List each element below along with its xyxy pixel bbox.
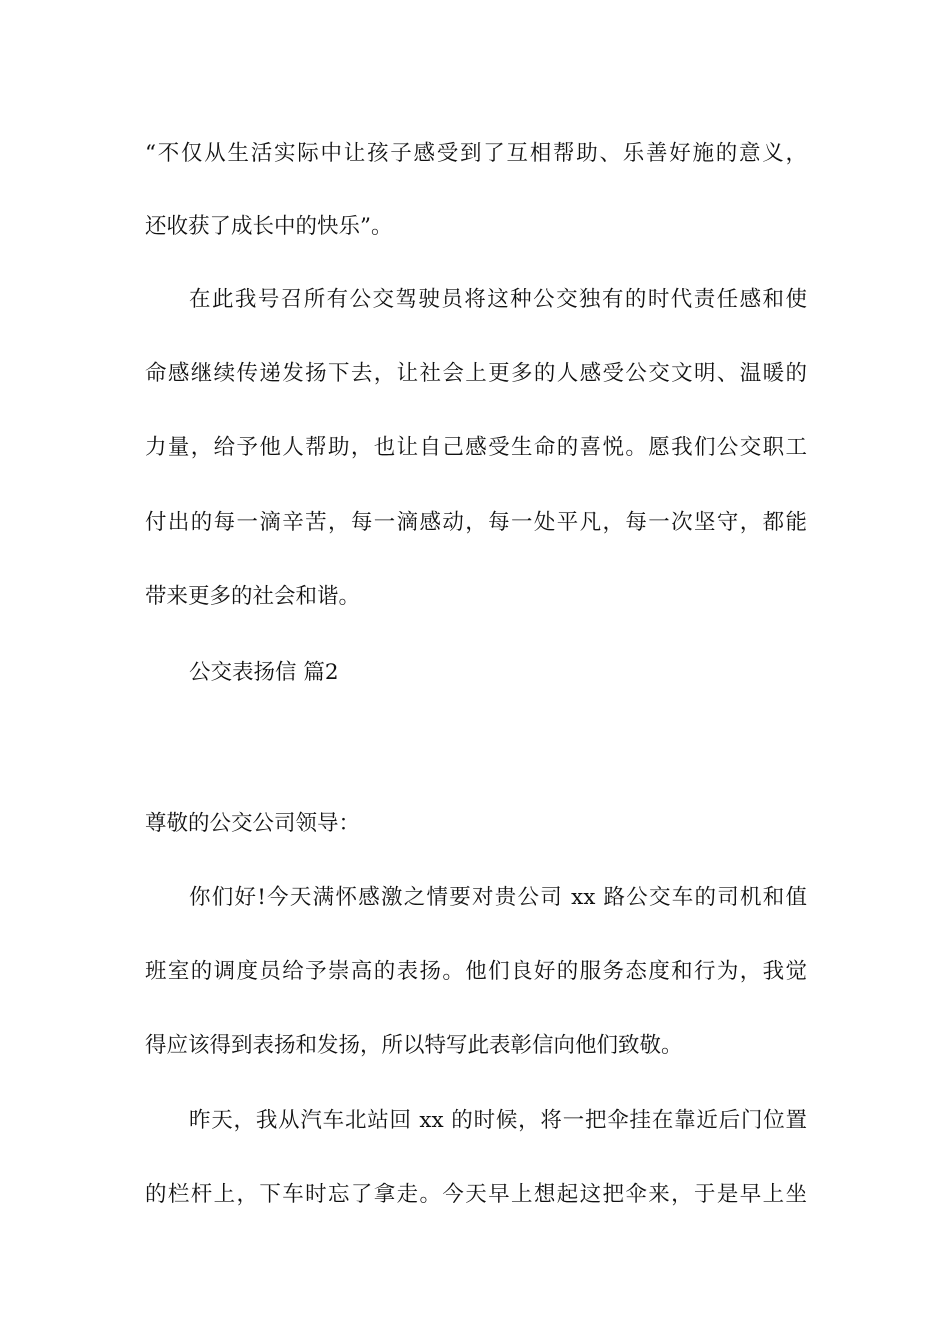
text-line: 带来更多的社会和谐。 xyxy=(145,584,361,609)
text-line: “不仅从生活实际中让孩子感受到了互相帮助、乐善好施的意义， xyxy=(145,141,807,166)
text-line: 还收获了成长中的快乐”。 xyxy=(145,214,393,239)
text-line: 昨天，我从汽车北站回 xx 的时候，将一把伞挂在靠近后门位置 xyxy=(189,1108,807,1133)
text-line: 班室的调度员给予崇高的表扬。他们良好的服务态度和行为，我觉 xyxy=(145,959,807,984)
text-line: 得应该得到表扬和发扬，所以特写此表彰信向他们致敬。 xyxy=(145,1033,683,1058)
text-line: 的栏杆上，下车时忘了拿走。今天早上想起这把伞来，于是早上坐 xyxy=(145,1182,807,1207)
salutation: 尊敬的公交公司领导： xyxy=(145,811,361,836)
text-line: 力量，给予他人帮助，也让自己感受生命的喜悦。愿我们公交职工 xyxy=(145,435,807,460)
section-heading: 公交表扬信 篇2 xyxy=(189,660,339,685)
text-line: 在此我号召所有公交驾驶员将这种公交独有的时代责任感和使 xyxy=(189,287,807,312)
text-line: 你们好!今天满怀感激之情要对贵公司 xx 路公交车的司机和值 xyxy=(189,885,807,910)
text-line: 命感继续传递发扬下去，让社会上更多的人感受公交文明、温暖的 xyxy=(145,361,807,386)
text-line: 付出的每一滴辛苦，每一滴感动，每一处平凡，每一次坚守，都能 xyxy=(145,510,807,535)
